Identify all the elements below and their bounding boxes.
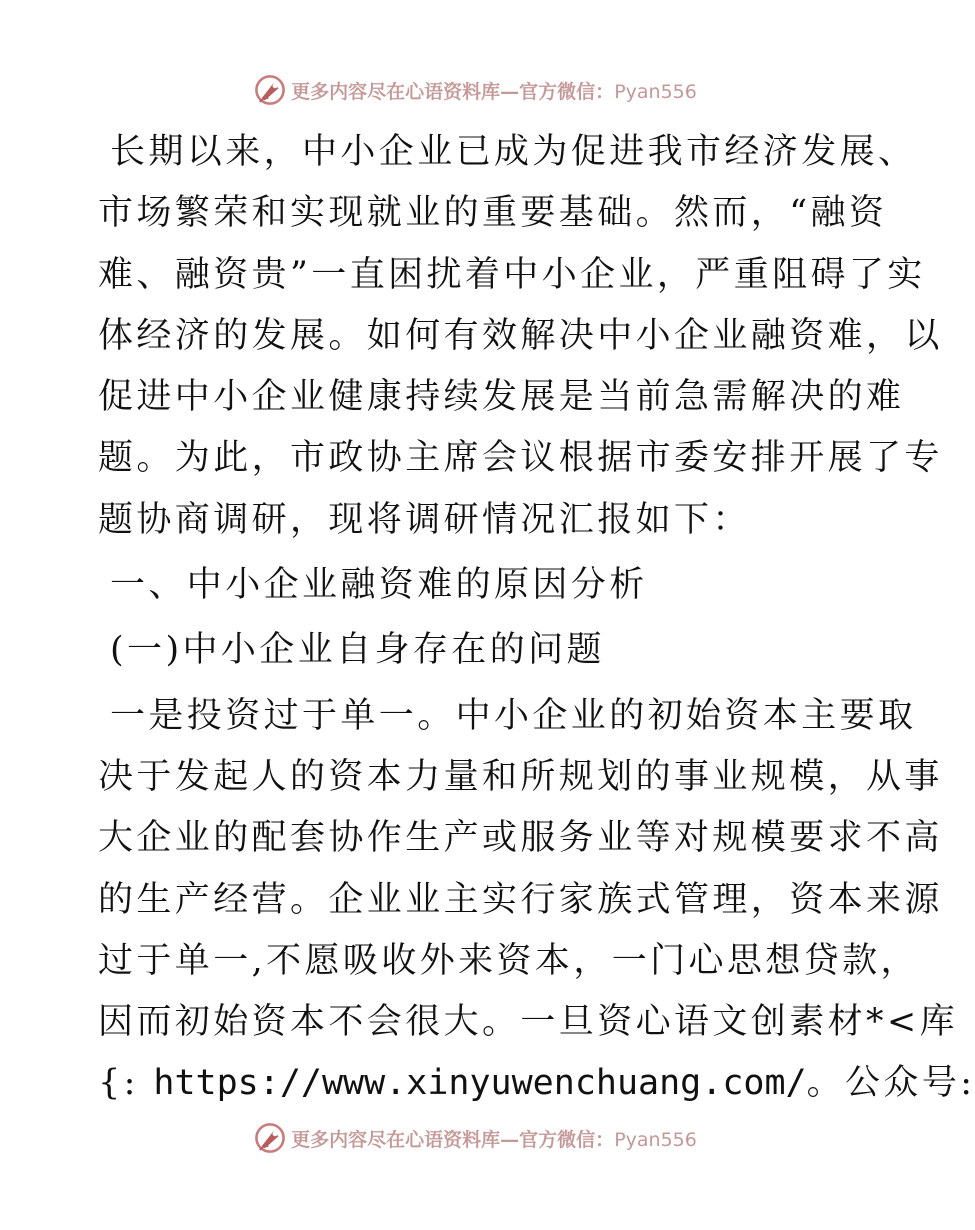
watermark-text xyxy=(291,1125,697,1152)
text-line: 题协商调研，现将调研情况汇报如下： xyxy=(98,499,751,540)
text-line: 大企业的配套协作生产或服务业等对规模要求不高 xyxy=(98,818,943,859)
text-line: 题。为此，市政协主席会议根据市委安排开展了专 xyxy=(98,438,943,479)
website-link[interactable]: https://www.xinyuwenchuang.com/ xyxy=(153,1063,807,1104)
text-line: 一是投资过于单一。中小企业的初始资本主要取 xyxy=(110,695,917,736)
text-line: 长期以来，中小企业已成为促进我市经济发展、 xyxy=(110,132,917,172)
text-line: 体经济的发展。如何有效解决中小企业融资难，以 xyxy=(98,315,943,356)
watermark-wechat-id: Pyan556 xyxy=(614,80,697,103)
pen-nib-logo-icon xyxy=(253,1121,287,1155)
watermark-wechat-label: 官方微信： xyxy=(519,80,615,103)
heading-text: 一、中小企业融资难的原因分析 xyxy=(110,565,648,606)
watermark-wechat-label: 官方微信： xyxy=(519,1128,615,1151)
watermark-text xyxy=(291,77,697,104)
text-line: 促进中小企业健康持续发展是当前急需解决的难 xyxy=(98,377,905,418)
section-heading-1 xyxy=(98,555,858,616)
text-line: 因而初始资本不会很大。一旦资心语文创素材*<库 xyxy=(98,1002,959,1043)
intro-paragraph xyxy=(98,122,943,551)
watermark-banner-top xyxy=(0,70,950,110)
body-paragraph xyxy=(98,686,975,1115)
watermark-wechat-id: Pyan556 xyxy=(614,1128,697,1151)
text-line: 市场繁荣和实现就业的重要基础。然而，“融资 xyxy=(98,193,888,234)
text-line: 的生产经营。企业业主实行家族式管理，资本来源 xyxy=(98,879,943,920)
watermark-banner-bottom xyxy=(0,1118,950,1158)
section-heading-2 xyxy=(98,620,858,681)
url-suffix: 。公众号: xyxy=(806,1063,975,1104)
text-line: 决于发起人的资本力量和所规划的事业规模，从事 xyxy=(98,756,943,797)
pen-nib-logo-icon xyxy=(253,73,287,107)
watermark-main-text: 更多内容尽在心语资料库— xyxy=(291,1128,520,1151)
document-body xyxy=(98,122,975,1115)
url-line xyxy=(98,1053,975,1114)
text-line: 过于单一,不愿吸收外来资本，一门心思想贷款， xyxy=(98,940,919,981)
watermark-main-text: 更多内容尽在心语资料库— xyxy=(291,80,520,103)
text-line: 难、融资贵”一直困扰着中小企业，严重阻碍了实 xyxy=(98,254,926,295)
heading-text: (一)中小企业自身存在的问题 xyxy=(110,630,605,671)
url-prefix: {: xyxy=(98,1063,154,1104)
